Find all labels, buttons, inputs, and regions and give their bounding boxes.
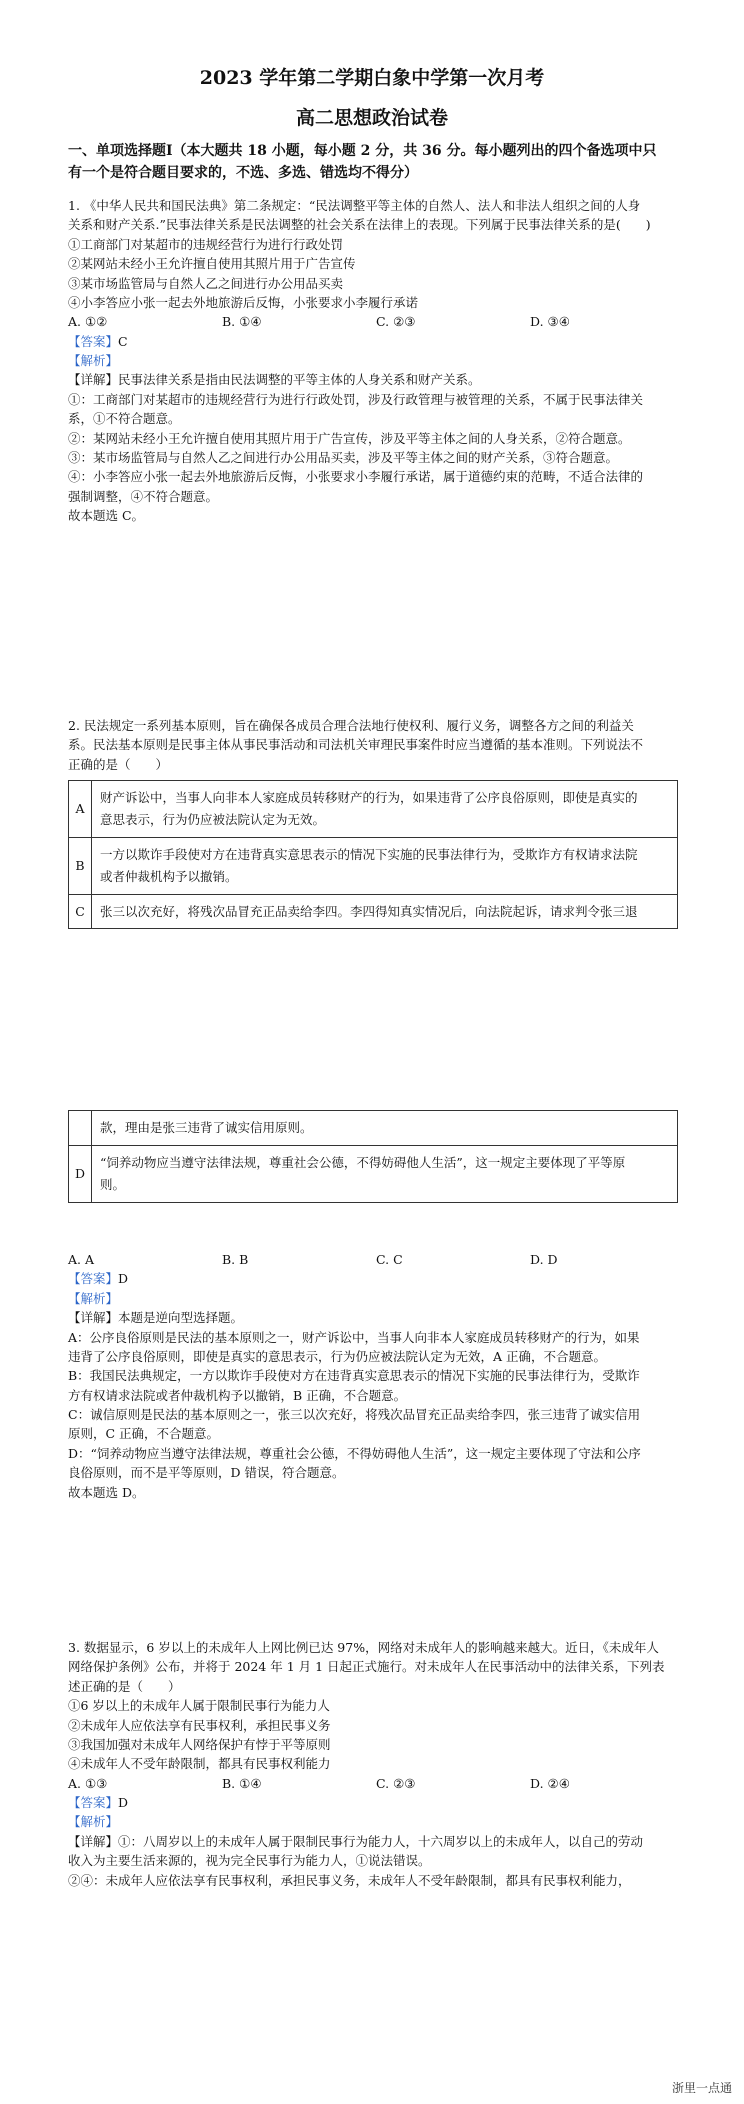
analysis-line <box>68 1812 684 1831</box>
exam-subtitle: 高二思想政治试卷 <box>295 107 448 129</box>
answer-options <box>68 312 684 331</box>
statement-item: ③我国加强对未成年人网络保护有悖于平等原则 <box>68 1736 331 1752</box>
option-b: B. ①④ <box>222 1775 262 1791</box>
detail-line: ①：工商部门对某超市的违规经营行为进行行政处罚，涉及行政管理与被管理的关系，不属于民事法律关 <box>68 391 644 407</box>
row-text: 财产诉讼中，当事人向非本人家庭成员转移财产的行为，如果违背了公序良俗原则，即使是真实的 意思表示，行为仍应被法院认定为无效。 <box>92 781 678 838</box>
detail-line: ②：某网站未经小王允许擅自使用其照片用于广告宣传，涉及平等主体之间的人身关系，②符合题意。 <box>68 430 631 446</box>
section-heading-line: 有一个是符合题目要求的，不选、多选、错选均不得分） <box>68 165 418 182</box>
detail-line: ③：某市场监管局与自然人乙之间进行办公用品买卖，涉及平等主体之间的财产关系，③符合题意。 <box>68 449 619 465</box>
answer-options <box>68 1250 684 1269</box>
answer-value: D <box>118 1271 129 1287</box>
question-stem-line: 2. 民法规定一系列基本原则，旨在确保各成员合理合法地行使权利、履行义务，调整各方之间的利益关 <box>68 718 634 733</box>
detail-line: B：我国民法典规定，一方以欺诈手段使对方在违背真实意思表示的情况下实施的民事法律行为，受欺诈 <box>68 1368 640 1384</box>
table-row <box>69 837 678 894</box>
option-d: D. ③④ <box>530 314 570 330</box>
option-a: A. ①③ <box>68 1775 108 1791</box>
table-row <box>69 894 678 929</box>
row-text: 张三以次充好，将残次品冒充正品卖给李四。李四得知真实情况后，向法院起诉，请求判令张三退 <box>92 894 678 929</box>
question-3 <box>68 1638 684 1890</box>
option-c: C. ②③ <box>376 1775 416 1791</box>
detail-line: 【详解】本题是逆向型选择题。 <box>68 1310 244 1326</box>
detail-line: 违背了公序良俗原则，即使是真实的意思表示，行为仍应被法院认定为无效，A 正确，不合题意。 <box>68 1348 607 1364</box>
table-row <box>69 781 678 838</box>
detail-tag: 【详解】 <box>68 372 119 388</box>
analysis-tag: 【 解析 】 <box>68 1291 118 1306</box>
detail-line: 强制调整，④不符合题意。 <box>68 488 219 504</box>
detail-line: 收入为主要生活来源的，视为完全民事行为能力人，①说法错误。 <box>68 1853 431 1869</box>
detail-line: D：“饲养动物应当遵守法律法规，尊重社会公德，不得妨碍他人生活”，这一规定主要体现了守法和公序 <box>68 1445 641 1461</box>
analysis-line <box>68 351 684 370</box>
detail-line: A：公序良俗原则是民法的基本原则之一，财产诉讼中，当事人向非本人家庭成员转移财产的行为，如果 <box>68 1329 640 1345</box>
option-d: D. ②④ <box>530 1775 570 1791</box>
answer-options <box>68 1774 684 1793</box>
question-stem-line: 3. 数据显示，6 岁以上的未成年人上网比例已达 97%，网络对未成年人的影响越来越大。近日，《未成年人 <box>68 1640 659 1655</box>
statement-item: ④未成年人不受年龄限制，都具有民事权利能力 <box>68 1756 331 1772</box>
question-stem-line: 网络保护条例》公布，并将于 2024 年 1 月 1 日起正式施行。对未成年人在民事活动中的法律关系，下列表 <box>68 1659 665 1675</box>
answer-tag: 【 答案 】 <box>68 334 118 349</box>
option-b: B. ①④ <box>222 314 262 330</box>
row-letter: B <box>69 837 92 894</box>
detail-line: 方有权请求法院或者仲裁机构予以撤销，B 正确，不合题意。 <box>68 1387 407 1403</box>
options-table-continued <box>68 1110 678 1203</box>
row-text: “饲养动物应当遵守法律法规，尊重社会公德，不得妨碍他人生活”，这一规定主要体现了平等原 则。 <box>92 1145 678 1202</box>
detail-tag: 【详解】 <box>68 1310 119 1326</box>
detail-line: ④：小李答应小张一起去外地旅游后反悔，小张要求小李履行承诺，属于道德约束的范畴，不适合法律的 <box>68 469 644 485</box>
question-stem-line: 关系和财产关系.”民事法律关系是民法调整的社会关系在法律上的表现。下列属于民事法律关系的是( ) <box>68 217 651 233</box>
table-row <box>69 1111 678 1146</box>
statement-item: ①工商部门对某超市的违规经营行为进行行政处罚 <box>68 236 344 252</box>
answer-value: D <box>118 1795 129 1810</box>
answer-line <box>68 1269 684 1288</box>
question-stem-line: 系。民法基本原则是民事主体从事民事活动和司法机关审理民事案件时应当遵循的基本准则。下列说法不 <box>68 737 644 753</box>
options-table <box>68 780 678 929</box>
question-2-answer <box>68 1250 684 1502</box>
question-1 <box>68 196 684 525</box>
statement-item: ②某网站未经小王允许擅自使用其照片用于广告宣传 <box>68 256 356 272</box>
answer-line <box>68 332 684 351</box>
detail-tag: 【详解】 <box>68 1833 119 1849</box>
section-heading-line: 一、单项选择题Ⅰ（本大题共 18 小题，每小题 2 分，共 36 分。每小题列出的四个备选项中只 <box>68 143 657 159</box>
question-2 <box>68 716 684 774</box>
statement-item: ④小李答应小张一起去外地旅游后反悔，小张要求小李履行承诺 <box>68 294 419 310</box>
answer-line <box>68 1793 684 1812</box>
detail-line: 故本题选 D。 <box>68 1484 145 1500</box>
statement-item: ①6 岁以上的未成年人属于限制民事行为能力人 <box>68 1698 330 1714</box>
option-a: A. ①② <box>68 314 108 330</box>
table-row <box>69 1145 678 1202</box>
detail-line: 良俗原则，而不是平等原则，D 错误，符合题意。 <box>68 1465 345 1481</box>
analysis-line <box>68 1289 684 1308</box>
option-c: C. ②③ <box>376 314 416 330</box>
row-text: 款，理由是张三违背了诚实信用原则。 <box>92 1111 678 1146</box>
row-letter: C <box>69 894 92 929</box>
section-heading <box>68 140 684 185</box>
row-letter: D <box>69 1145 92 1202</box>
option-b: B. B <box>222 1252 249 1267</box>
option-a: A. A <box>68 1252 95 1267</box>
detail-line: 【详解】民事法律关系是指由民法调整的平等主体的人身关系和财产关系。 <box>68 372 481 388</box>
detail-line: 原则，C 正确，不合题意。 <box>68 1426 220 1442</box>
question-stem-line: 正确的是（ ） <box>68 756 169 772</box>
detail-line: ②④：未成年人应依法享有民事权利，承担民事义务，未成年人不受年龄限制，都具有民事权利能力， <box>68 1872 631 1888</box>
option-d: D. D <box>530 1252 558 1267</box>
option-c: C. C <box>376 1252 403 1267</box>
detail-line: C：诚信原则是民法的基本原则之一，张三以次充好，将残次品冒充正品卖给李四，张三违背了诚实信用 <box>68 1407 641 1422</box>
statement-item: ②未成年人应依法享有民事权利，承担民事义务 <box>68 1717 331 1733</box>
question-stem-line: 述正确的是（ ） <box>68 1678 181 1694</box>
row-letter: A <box>69 781 92 838</box>
detail-line: 故本题选 C。 <box>68 508 145 523</box>
analysis-tag: 【 解析 】 <box>68 1814 118 1829</box>
row-letter <box>69 1111 92 1146</box>
answer-tag: 【 答案 】 <box>68 1271 118 1286</box>
analysis-tag: 【 解析 】 <box>68 353 118 368</box>
exam-title: 2023 学年第二学期白象中学第一次月考 <box>199 67 545 89</box>
watermark-text: 浙里一点通 <box>671 2081 732 2096</box>
row-text: 一方以欺诈手段使对方在违背真实意思表示的情况下实施的民事法律行为，受欺诈方有权请求法院 或者仲裁机构予以撤销。 <box>92 837 678 894</box>
detail-line: 【详解】①：八周岁以上的未成年人属于限制民事行为能力人，十六周岁以上的未成年人，以自己的劳动 <box>68 1833 644 1849</box>
answer-value: C <box>118 333 128 349</box>
statement-item: ③某市场监管局与自然人乙之间进行办公用品买卖 <box>68 275 344 291</box>
question-stem-line: 1. 《中华人民共和国民法典》第二条规定：“民法调整平等主体的自然人、法人和非法人组织之间的人身 <box>68 198 641 213</box>
detail-line: 系，①不符合题意。 <box>68 411 181 427</box>
answer-tag: 【 答案 】 <box>68 1795 118 1810</box>
